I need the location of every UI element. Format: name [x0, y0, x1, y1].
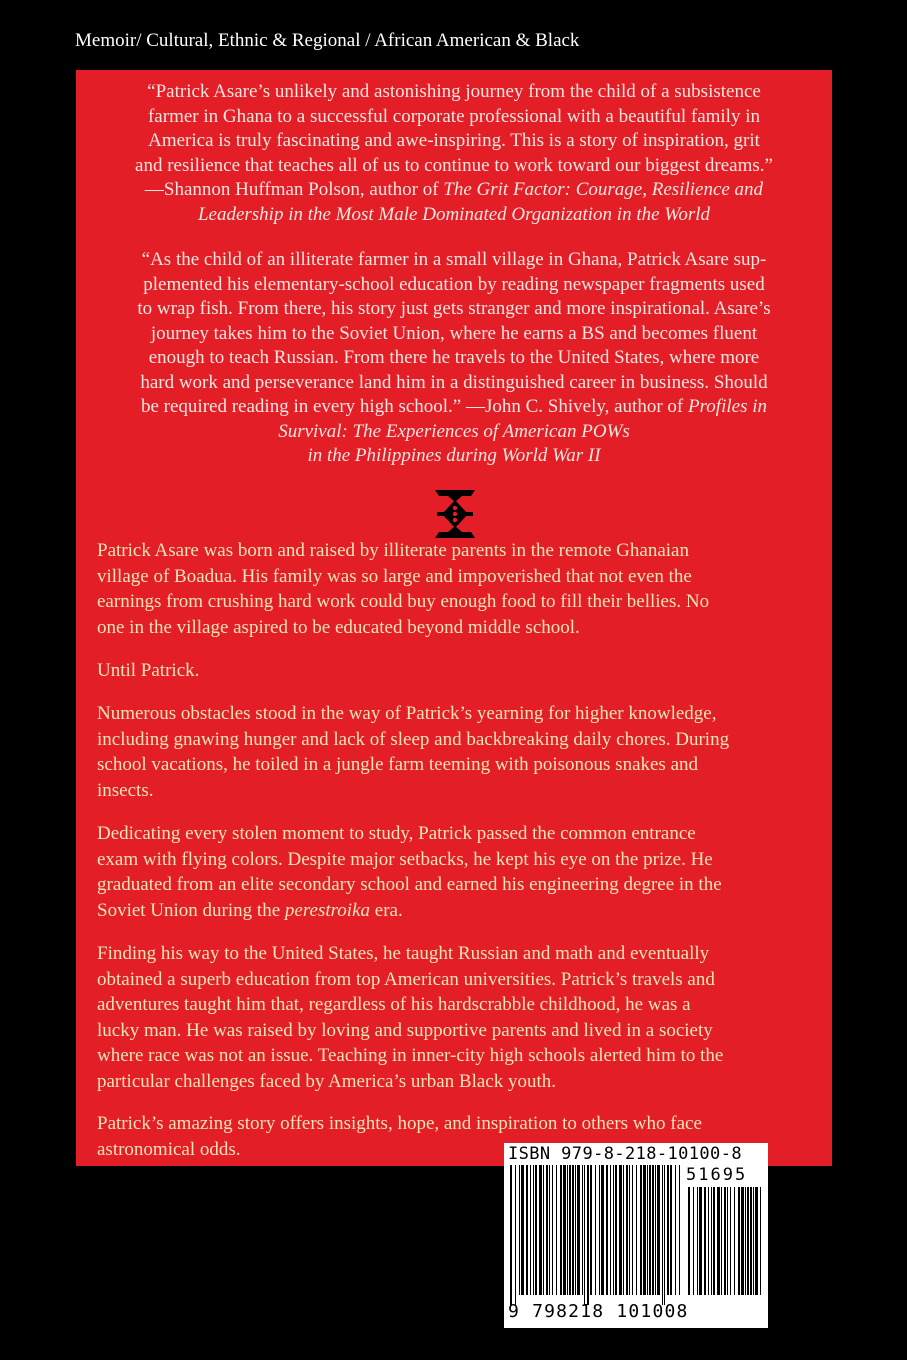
- barcode-digits: 9 798218 101008: [508, 1301, 689, 1322]
- barcode-bar: [552, 1165, 553, 1295]
- barcode-bar: [688, 1187, 690, 1295]
- back-cover-panel: [76, 70, 832, 1166]
- barcode-bar: [575, 1165, 576, 1295]
- quote-line: plemented his elementary-school education by reading newspaper fragments used: [143, 273, 765, 295]
- paragraph-line: particular challenges faced by America’s urban Black youth.: [97, 1070, 556, 1092]
- paragraph-line: insects.: [97, 779, 154, 801]
- barcode-bar: [623, 1165, 624, 1295]
- quote-line: “Patrick Asare’s unlikely and astonishing journey from the child of a subsistence: [147, 81, 761, 102]
- quote-attribution: [76, 178, 832, 203]
- barcode-bar: [655, 1165, 656, 1295]
- description-paragraph-2: [97, 658, 817, 684]
- addon-barcode-bars-icon: [688, 1187, 764, 1305]
- barcode-bar: [636, 1165, 637, 1295]
- barcode-bar: [693, 1187, 694, 1295]
- barcode-bar: [577, 1165, 580, 1295]
- barcode-bar: [521, 1165, 524, 1295]
- barcode-bar: [533, 1165, 534, 1295]
- barcode-bar: [546, 1165, 548, 1295]
- quote-line: journey takes him to the Soviet Union, where he earns a BS and becomes fluent: [150, 322, 758, 344]
- italic-term: perestroika: [284, 899, 371, 921]
- barcode-bar: [530, 1165, 531, 1295]
- barcode-bar: [649, 1165, 651, 1295]
- barcode-bar: [741, 1187, 744, 1295]
- barcode-bar: [730, 1187, 731, 1295]
- paragraph-line: adventures taught him that, regardless of his hardscrabble childhood, he was a: [97, 994, 691, 1015]
- barcode-bar: [563, 1165, 566, 1295]
- barcode-bar: [724, 1187, 726, 1295]
- barcode-bar: [543, 1165, 544, 1295]
- endorsement-quote-2: [76, 248, 832, 469]
- barcode-bar: [747, 1187, 749, 1295]
- barcode-bar: [717, 1187, 720, 1295]
- barcode-bar: [708, 1187, 709, 1295]
- barcode-bar: [601, 1165, 604, 1295]
- barcode-bar: [590, 1165, 592, 1295]
- barcode-bars-icon: [510, 1165, 682, 1305]
- barcode-bar: [755, 1187, 758, 1295]
- quote-line: hard work and perseverance land him in a distinguished career in business. Should: [140, 371, 768, 393]
- barcode-bar: [760, 1187, 761, 1295]
- barcode-bar: [721, 1187, 722, 1295]
- book-title: Leadership in the Most Male Dominated Organization in the World: [197, 203, 711, 225]
- attribution-text: —Shannon Huffman Polson, author of: [144, 179, 444, 200]
- paragraph-line: [97, 898, 817, 924]
- paragraph-line: one in the village aspired to be educated beyond middle school.: [97, 616, 580, 638]
- barcode-bar: [734, 1187, 735, 1295]
- barcode-bar: [699, 1187, 702, 1295]
- barcode-bar: [657, 1165, 660, 1295]
- barcode-bar: [675, 1165, 676, 1295]
- paragraph-line: where race was not an issue. Teaching in inner-city high schools alerted him to the: [97, 1045, 724, 1066]
- paragraph-line: school vacations, he toiled in a jungle farm teeming with poisonous snakes and: [97, 754, 699, 775]
- barcode-bar: [667, 1165, 669, 1295]
- barcode-bar: [584, 1165, 585, 1305]
- barcode-bar: [697, 1187, 698, 1295]
- barcode-bar: [606, 1165, 608, 1295]
- barcode-bar: [679, 1165, 680, 1295]
- barcode-bar: [662, 1165, 663, 1305]
- barcode-bar: [599, 1165, 600, 1295]
- barcode-bar: [670, 1165, 672, 1295]
- barcode-bar: [510, 1165, 512, 1305]
- barcode-bar: [582, 1165, 583, 1295]
- attribution-text: be required reading in every high school.” —John C. Shively, author of: [140, 396, 688, 417]
- book-title: in the Philippines during World War II: [307, 445, 601, 466]
- barcode-bar: [619, 1165, 622, 1295]
- paragraph-line: Patrick’s amazing story offers insights, hope, and inspiration to others who face: [97, 1113, 702, 1134]
- price-addon-label: 51695: [686, 1165, 748, 1185]
- barcode-bar: [595, 1165, 596, 1295]
- book-title: Profiles in: [688, 396, 767, 417]
- barcode-bar: [750, 1187, 752, 1295]
- barcode-bar: [753, 1187, 754, 1295]
- quote-line: [76, 444, 832, 469]
- isbn-label: ISBN 979-8-218-10100-8: [508, 1144, 742, 1164]
- barcode-bar: [643, 1165, 646, 1295]
- quote-line: farmer in Ghana to a successful corporate professional with a beautiful family in: [147, 105, 760, 127]
- barcode-bar: [738, 1187, 740, 1295]
- quote-line: [76, 420, 832, 445]
- paragraph-line: exam with flying colors. Despite major setbacks, he kept his eye on the prize. He: [97, 848, 713, 870]
- quote-line: “As the child of an illiterate farmer in a small village in Ghana, Patrick Asare sup-: [141, 249, 767, 270]
- line-text: Soviet Union during the: [97, 899, 285, 921]
- description-paragraph-5: [97, 941, 817, 1094]
- barcode-bar: [587, 1165, 589, 1305]
- category-label: Memoir/ Cultural, Ethnic & Regional / African American & Black: [75, 30, 580, 51]
- barcode-bar: [711, 1187, 712, 1295]
- barcode-bar: [539, 1165, 542, 1295]
- barcode-bar: [629, 1165, 630, 1295]
- paragraph-line: lucky man. He was raised by loving and supportive parents and lived in a society: [97, 1019, 713, 1041]
- line-text: era.: [370, 899, 403, 921]
- barcode-bar: [652, 1165, 654, 1295]
- barcode-bar: [560, 1165, 562, 1295]
- paragraph-line: obtained a superb education from top American universities. Patrick’s travels and: [97, 968, 715, 990]
- paragraph-line: Until Patrick.: [97, 660, 200, 681]
- description-paragraph-4: [97, 821, 817, 923]
- barcode-bar: [613, 1165, 614, 1295]
- barcode-bar: [713, 1187, 715, 1295]
- barcode-bar: [515, 1165, 516, 1305]
- quote-line: and resilience that teaches all of us to continue to work toward our biggest dreams.”: [135, 154, 773, 176]
- paragraph-line: graduated from an elite secondary school and earned his engineering degree in the: [97, 874, 722, 895]
- book-title: The Grit Factor: Courage, Resilience and: [443, 179, 764, 200]
- book-title: Survival: The Experiences of American POWs: [278, 420, 630, 442]
- quote-attribution: [76, 395, 832, 420]
- barcode-bar: [632, 1165, 633, 1295]
- barcode-bar: [519, 1165, 520, 1295]
- barcode-bar: [610, 1165, 611, 1295]
- paragraph-line: Numerous obstacles stood in the way of Patrick’s yearning for higher knowledge,: [97, 703, 717, 724]
- paragraph-line: Patrick Asare was born and raised by illiterate parents in the remote Ghanaian: [97, 540, 689, 561]
- isbn-barcode: [504, 1143, 768, 1328]
- description-paragraph-3: [97, 701, 817, 803]
- paragraph-line: astronomical odds.: [97, 1138, 241, 1160]
- quote-line: enough to teach Russian. From there he travels to the United States, where more: [148, 347, 760, 368]
- barcode-bar: [526, 1165, 528, 1295]
- barcode-bar: [615, 1165, 617, 1295]
- adinkra-symbol-icon: [433, 488, 477, 540]
- barcode-bar: [745, 1187, 746, 1295]
- barcode-bar: [549, 1165, 550, 1295]
- quote-line: America is truly fascinating and awe-inspiring. This is a story of inspiration, grit: [148, 130, 760, 151]
- barcode-bar: [727, 1187, 728, 1295]
- barcode-bar: [664, 1165, 665, 1305]
- endorsement-quote-1: [76, 80, 832, 227]
- description-paragraph-1: [97, 538, 817, 640]
- quote-line: to wrap fish. From there, his story just gets stranger and more inspirational. Asare’s: [137, 298, 771, 319]
- barcode-bar: [626, 1165, 628, 1295]
- paragraph-line: village of Boadua. His family was so large and impoverished that not even the: [97, 565, 692, 587]
- quote-line: [76, 203, 832, 228]
- barcode-bar: [556, 1165, 557, 1295]
- paragraph-line: including gnawing hunger and lack of sleep and backbreaking daily chores. During: [97, 728, 730, 750]
- barcode-bar: [640, 1165, 642, 1295]
- barcode-bar: [704, 1187, 706, 1295]
- barcode-bar: [535, 1165, 537, 1295]
- barcode-bar: [569, 1165, 571, 1295]
- barcode-bar: [647, 1165, 648, 1295]
- paragraph-line: earnings from crushing hard work could buy enough food to fill their bellies. No: [97, 591, 710, 612]
- paragraph-line: Dedicating every stolen moment to study, Patrick passed the common entrance: [97, 823, 696, 844]
- barcode-bar: [567, 1165, 568, 1295]
- paragraph-line: Finding his way to the United States, he taught Russian and math and eventually: [97, 943, 710, 964]
- barcode-bar: [572, 1165, 574, 1295]
